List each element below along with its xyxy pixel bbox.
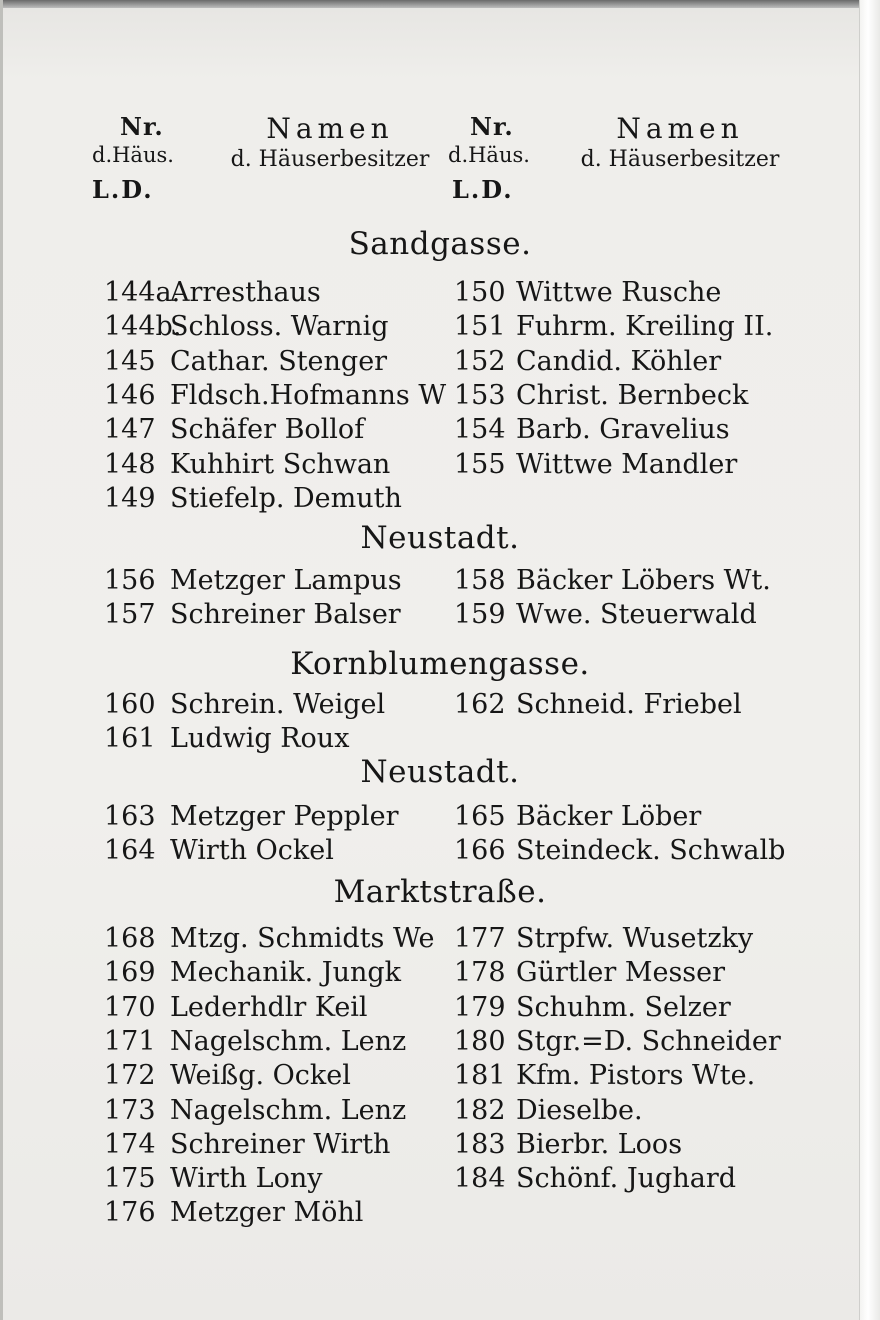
house-entry (104, 564, 402, 598)
house-number: 157 (104, 599, 156, 631)
house-number: 175 (104, 1163, 156, 1195)
house-entry (454, 1025, 781, 1059)
house-entry (454, 448, 737, 482)
house-entry (104, 1025, 406, 1059)
house-entry (454, 310, 773, 344)
street-heading: Neustadt. (360, 754, 520, 790)
house-number: 171 (104, 1025, 156, 1057)
header-namen-label: Namen (616, 112, 744, 145)
house-number: 172 (104, 1060, 156, 1092)
header-nr-label: Nr. (120, 112, 164, 141)
owner-name: Kuhhirt Schwan (170, 448, 391, 480)
owner-name: Mechanik. Jungk (170, 957, 402, 989)
owner-name: Nagelschm. Lenz (170, 1094, 407, 1126)
house-number: 165 (454, 801, 506, 832)
owner-name: Weißg. Ockel (170, 1060, 351, 1092)
owner-name: Wittwe Rusche (516, 277, 722, 308)
header-owner-label: d. Häuserbesitzer (230, 147, 430, 172)
house-entry (104, 991, 368, 1025)
header-house-label: d.Häus. (448, 143, 530, 167)
house-number: 153 (454, 379, 506, 411)
house-entry (104, 834, 334, 868)
owner-name: Stiefelp. Demuth (170, 482, 402, 514)
house-entry (104, 722, 349, 756)
header-name-col-left (220, 112, 440, 172)
house-number: 170 (104, 991, 156, 1023)
house-entry (104, 922, 435, 956)
house-number: 184 (454, 1163, 506, 1195)
house-entry (104, 688, 385, 722)
house-number: 156 (104, 565, 156, 596)
house-entry (104, 1128, 390, 1162)
house-entry (454, 800, 701, 834)
house-number: 179 (454, 991, 506, 1023)
owner-name: Bäcker Löbers Wt. (516, 565, 771, 596)
owner-name: Schrein. Weigel (170, 689, 386, 720)
owner-name: Schreiner Wirth (170, 1128, 391, 1160)
house-number: 146 (104, 379, 156, 411)
house-entry (104, 1094, 406, 1128)
house-entry (104, 800, 398, 834)
house-number: 151 (454, 311, 506, 343)
owner-name: Metzger Peppler (170, 801, 399, 832)
owner-name: Stgr.=D. Schneider (516, 1025, 781, 1057)
house-entry (104, 413, 364, 447)
house-entry (454, 564, 771, 598)
house-entry (104, 345, 387, 379)
owner-name: Metzger Lampus (170, 565, 402, 596)
house-number: 168 (104, 923, 156, 954)
header-nr-col-right (448, 112, 530, 204)
house-number: 152 (454, 345, 506, 377)
house-number: 177 (454, 923, 506, 954)
owner-name: Schuhm. Selzer (516, 991, 731, 1023)
house-number: 174 (104, 1128, 156, 1160)
header-namen-label: Namen (266, 112, 394, 145)
house-entry (454, 379, 748, 413)
street-heading: Kornblumengasse. (290, 646, 590, 682)
house-number: 182 (454, 1094, 506, 1126)
house-entry (104, 276, 321, 310)
house-entry (454, 834, 785, 868)
house-entry (454, 956, 725, 990)
house-entry (104, 310, 389, 344)
owner-name: Steindeck. Schwalb (516, 835, 786, 867)
house-entry (104, 1059, 351, 1093)
owner-name: Dieselbe. (516, 1094, 643, 1126)
owner-name: Barb. Gravelius (516, 414, 730, 446)
top-border (0, 0, 880, 8)
street-heading: Sandgasse. (348, 226, 532, 262)
owner-name: Schönf. Jughard (516, 1163, 737, 1195)
owner-name: Metzger Möhl (170, 1197, 364, 1229)
street-heading: Marktstraße. (333, 874, 547, 910)
owner-name: Schloss. Warnig (170, 311, 389, 343)
house-entry (104, 482, 402, 516)
house-number: 169 (104, 957, 156, 989)
house-number: 166 (454, 835, 506, 867)
house-number: 150 (454, 277, 506, 308)
owner-name: Nagelschm. Lenz (170, 1025, 407, 1057)
owner-name: Ludwig Roux (170, 723, 350, 755)
house-number: 183 (454, 1128, 506, 1160)
owner-name: Mtzg. Schmidts We (170, 923, 435, 954)
owner-name: Candid. Köhler (516, 345, 722, 377)
house-entry (104, 956, 401, 990)
house-entry (454, 991, 731, 1025)
house-entry (104, 448, 390, 482)
house-entry (454, 1059, 755, 1093)
header-nr-label: Nr. (470, 112, 514, 141)
owner-name: Bäcker Löber (516, 801, 702, 832)
house-number: 147 (104, 414, 156, 446)
house-number: 178 (454, 957, 506, 989)
owner-name: Fldsch.Hofmanns W (170, 379, 447, 411)
house-entry (104, 379, 446, 413)
owner-name: Wirth Ockel (170, 835, 334, 867)
owner-name: Wwe. Steuerwald (516, 599, 757, 631)
house-number: 180 (454, 1025, 506, 1057)
header-ld-label: L.D. (92, 175, 154, 204)
house-entry (104, 1162, 322, 1196)
house-number: 148 (104, 448, 156, 480)
owner-name: Wittwe Mandler (516, 448, 738, 480)
street-heading: Neustadt. (360, 520, 520, 556)
house-number: 173 (104, 1094, 156, 1126)
house-number: 149 (104, 482, 156, 514)
house-entry (454, 688, 742, 722)
house-number: 159 (454, 599, 506, 631)
header-owner-label: d. Häuserbesitzer (580, 147, 780, 172)
owner-name: Arresthaus (170, 277, 321, 308)
house-entry (454, 345, 721, 379)
house-number: 154 (454, 414, 506, 446)
header-ld-label: L.D. (452, 175, 514, 204)
owner-name: Schäfer Bollof (170, 414, 365, 446)
owner-name: Wirth Lony (170, 1163, 323, 1195)
house-entry (454, 598, 757, 632)
house-entry (454, 1128, 682, 1162)
house-entry (454, 922, 753, 956)
house-number: 158 (454, 565, 506, 596)
house-number: 144a. (104, 277, 181, 308)
owner-name: Bierbr. Loos (516, 1128, 683, 1160)
house-number: 144b. (104, 311, 182, 343)
owner-name: Kfm. Pistors Wte. (516, 1060, 756, 1092)
owner-name: Strpfw. Wusetzky (516, 923, 754, 954)
owner-name: Cathar. Stenger (170, 345, 388, 377)
house-entry (454, 1094, 643, 1128)
house-number: 160 (104, 689, 156, 720)
house-entry (104, 598, 401, 632)
house-number: 176 (104, 1197, 156, 1229)
house-number: 145 (104, 345, 156, 377)
table-header (90, 112, 810, 227)
house-entry (454, 413, 730, 447)
owner-name: Schneid. Friebel (516, 689, 742, 720)
owner-name: Gürtler Messer (516, 957, 726, 989)
house-number: 181 (454, 1060, 506, 1092)
owner-name: Fuhrm. Kreiling II. (516, 311, 774, 343)
owner-name: Lederhdlr Keil (170, 991, 368, 1023)
header-name-col-right (570, 112, 790, 172)
house-number: 164 (104, 835, 156, 867)
house-entry (104, 1196, 363, 1230)
house-number: 161 (104, 723, 156, 755)
house-number: 155 (454, 448, 506, 480)
house-entry (454, 276, 721, 310)
house-number: 163 (104, 801, 156, 832)
house-number: 162 (454, 689, 506, 720)
owner-name: Schreiner Balser (170, 599, 401, 631)
header-house-label: d.Häus. (92, 143, 174, 167)
header-nr-col-left (92, 112, 174, 204)
house-entry (454, 1162, 736, 1196)
owner-name: Christ. Bernbeck (516, 379, 749, 411)
